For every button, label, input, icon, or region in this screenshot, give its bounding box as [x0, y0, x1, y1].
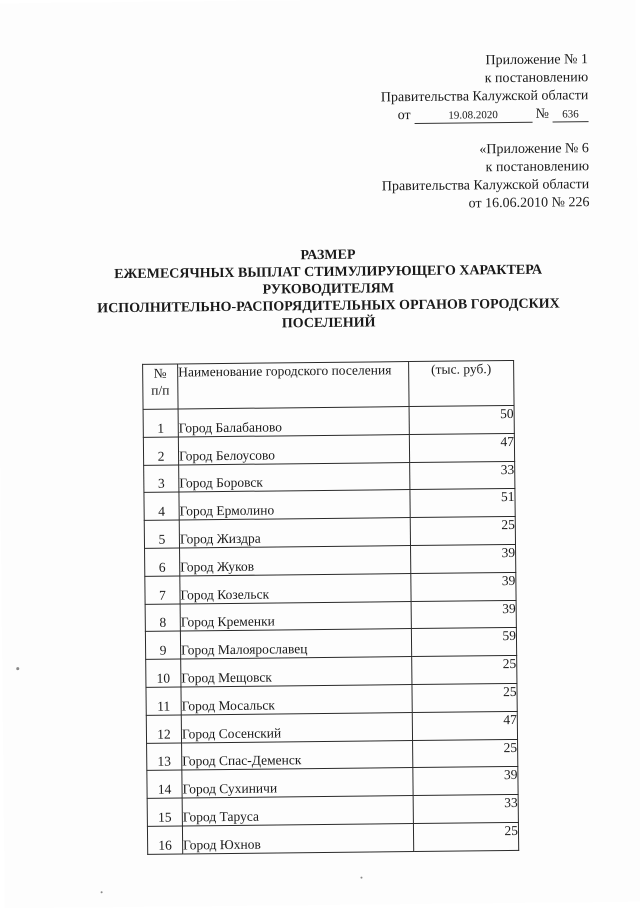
- payment-amount: 50: [409, 405, 514, 434]
- payment-amount: 25: [412, 683, 517, 712]
- settlement-name: Город Малоярославец: [180, 629, 411, 659]
- table-row: [146, 656, 517, 688]
- table-row: [145, 600, 516, 632]
- original-attachment-title: «Приложение № 6: [479, 141, 589, 158]
- header-settlement-name: Наименование городского поселения: [178, 362, 409, 409]
- settlement-name: Город Юхнов: [182, 823, 413, 853]
- title-line-3: РУКОВОДИТЕЛЯМ: [262, 281, 395, 298]
- row-number: 16: [147, 826, 182, 854]
- payment-amount: 39: [411, 544, 516, 573]
- settlement-name: Город Балабаново: [178, 407, 409, 437]
- table-row: [145, 628, 516, 660]
- table-body: [143, 405, 519, 854]
- row-number: 4: [144, 492, 179, 520]
- settlement-name: Город Мещовск: [181, 657, 412, 687]
- settlement-name: Город Ермолино: [179, 490, 410, 520]
- settlement-name: Город Боровск: [179, 462, 410, 492]
- payment-amount: 33: [413, 795, 518, 824]
- header-amount: (тыс. руб.): [409, 360, 514, 406]
- payment-amount: 39: [411, 572, 516, 601]
- payment-amount: 39: [413, 767, 518, 796]
- header-number: [143, 364, 178, 409]
- header-number-pp: п/п: [151, 382, 170, 398]
- payment-amount: 39: [411, 600, 516, 629]
- payment-amount: 33: [410, 461, 515, 490]
- settlement-name: Город Спас-Деменск: [182, 740, 413, 770]
- table-row: [147, 739, 518, 771]
- table-row: [146, 683, 517, 715]
- attachment-title: Приложение № 1: [485, 52, 589, 69]
- table-row: [144, 489, 515, 521]
- table-row: [143, 405, 514, 437]
- attachment-date-line: [381, 105, 589, 125]
- row-number: 9: [145, 631, 180, 659]
- row-number: 1: [143, 409, 178, 437]
- table-row: [147, 767, 518, 799]
- number-prefix: №: [535, 106, 550, 122]
- attachment-to-resolution: к постановлению: [484, 70, 589, 87]
- settlement-name: Город Мосальск: [181, 685, 412, 715]
- row-number: 2: [143, 437, 178, 465]
- payment-amount: 59: [411, 628, 516, 657]
- settlement-name: Город Таруса: [182, 796, 413, 826]
- payment-amount: 25: [412, 656, 517, 685]
- row-number: 11: [146, 687, 181, 715]
- row-number: 13: [147, 743, 182, 771]
- date-prefix: от: [397, 108, 411, 124]
- resolution-date: 19.08.2020: [414, 109, 532, 124]
- header-number-sign: №: [153, 365, 167, 381]
- row-number: 8: [145, 604, 180, 632]
- table-row: [146, 711, 517, 743]
- original-date-line: от 16.06.2010 № 226: [468, 195, 590, 212]
- settlement-name: Город Сухиничи: [182, 768, 413, 798]
- table-row: [147, 795, 518, 827]
- attachment-header: [380, 51, 588, 125]
- row-number: 12: [146, 715, 181, 743]
- title-line-5: ПОСЕЛЕНИЙ: [281, 315, 376, 332]
- table-header-row: [143, 360, 514, 409]
- scan-speck: [16, 667, 19, 670]
- settlement-name: Город Сосенский: [181, 712, 412, 742]
- row-number: 14: [147, 770, 182, 798]
- original-to-resolution: к постановлению: [485, 159, 590, 176]
- attachment-government: Правительства Калужской области: [380, 88, 589, 106]
- table-row: [145, 544, 516, 576]
- scan-speck: [101, 891, 103, 893]
- table-row: [145, 572, 516, 604]
- table-row: [144, 461, 515, 493]
- row-number: 10: [146, 659, 181, 687]
- scan-speck: [360, 877, 362, 879]
- original-attachment-header: [381, 140, 589, 214]
- resolution-number: 636: [552, 108, 588, 122]
- payment-amount: 25: [410, 517, 515, 546]
- row-number: 3: [144, 465, 179, 493]
- row-number: 15: [147, 798, 182, 826]
- document-title: [0, 243, 640, 335]
- row-number: 6: [145, 548, 180, 576]
- table-row: [143, 433, 514, 465]
- payment-amount: 25: [413, 739, 518, 768]
- settlement-name: Город Козельск: [180, 573, 411, 603]
- settlement-name: Город Жуков: [180, 546, 411, 576]
- title-line-2: ЕЖЕМЕСЯЧНЫХ ВЫПЛАТ СТИМУЛИРУЮЩЕГО ХАРАКТЕРА: [114, 262, 543, 283]
- title-line-1: РАЗМЕР: [300, 247, 356, 264]
- payment-amount: 25: [413, 822, 518, 851]
- payments-table: [142, 360, 519, 855]
- settlement-name: Город Белоусово: [178, 434, 409, 464]
- original-government: Правительства Калужской области: [381, 177, 590, 195]
- row-number: 7: [145, 576, 180, 604]
- payment-amount: 47: [412, 711, 517, 740]
- table-row: [147, 822, 518, 854]
- table-row: [144, 517, 515, 549]
- row-number: 5: [144, 520, 179, 548]
- settlement-name: Город Кременки: [180, 601, 411, 631]
- title-line-4: ИСПОЛНИТЕЛЬНО-РАСПОРЯДИТЕЛЬНЫХ ОРГАНОВ ГОРОДСКИХ: [97, 296, 560, 317]
- payment-amount: 47: [409, 433, 514, 462]
- payment-amount: 51: [410, 489, 515, 518]
- settlement-name: Город Жиздра: [179, 518, 410, 548]
